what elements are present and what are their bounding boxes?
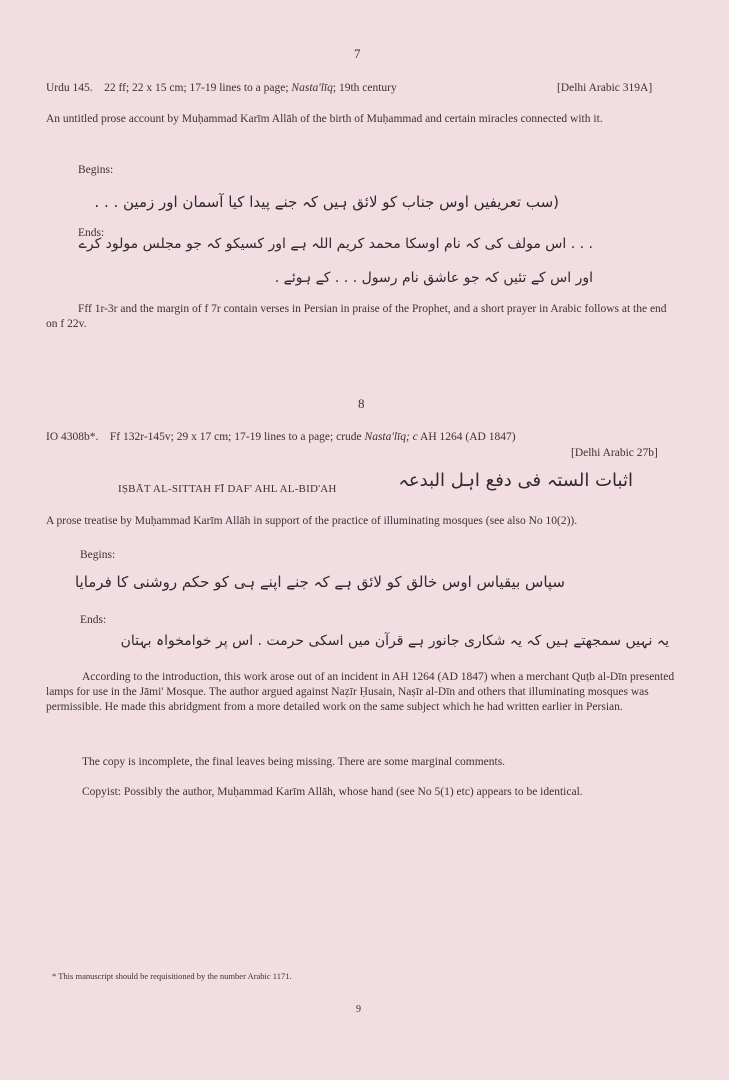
entry8-begins-urdu: سپاس بیقیاس اوس خالق کو لائق ہے کہ جنے اپنے ہی کو حکم روشنی کا فرمایا <box>74 573 565 591</box>
entry7-ends-urdu-1: . . . اس مولف کی کہ نام اوسکا محمد کریم اللہ ہے اور کسیکو کہ جو مجلس مولود کرے <box>78 236 593 252</box>
entry7-note: Fff 1r-3r and the margin of f 7r contain verses in Persian in praise of the Prophet, and a short prayer in Arabic follows at the end on f 22v. <box>46 303 667 330</box>
entry8-para1: According to the introduction, this work arose out of an incident in AH 1264 (AD 1847) when a merchant Quṭb al-Dīn presented lamps for use in the Jāmi' Mosque. The author argued against Naẓīr Ḥusain, Naṣīr al-Dīn and others that illuminating mosques was permissible. He made this abridgment from a more detailed work on the same subject which he had written earlier in Persian. <box>46 671 675 713</box>
entry7-script: Nasta'līq <box>291 82 333 94</box>
entry8-para3: Copyist: Possibly the author, Muḥammad Karīm Allāh, whose hand (see No 5(1) etc) appears to be identical. <box>82 786 583 798</box>
entry8-delhi-ref: [Delhi Arabic 27b] <box>571 447 658 459</box>
entry7-century: ; 19th century <box>332 82 397 94</box>
entry8-begins-label: Begins: <box>80 549 116 561</box>
footnote: * This manuscript should be requisitioned by the number Arabic 1171. <box>52 971 292 981</box>
entry8-description: Ff 132r-145v; 29 x 17 cm; 17-19 lines to a page; crude <box>109 431 362 443</box>
entry8-header <box>46 430 516 445</box>
entry7-ends-urdu-2: اور اس کے تئیں کہ جو عاشق نام رسول . . . کے ہوئے . <box>274 270 593 286</box>
entry7-begins-label: Begins: <box>78 164 114 176</box>
entry8-title-urdu: اثبات الستہ فی دفع اہل البدعہ <box>398 470 633 491</box>
entry7-shelfmark: Urdu 145. <box>46 82 93 94</box>
entry7-header <box>46 81 397 96</box>
entry-number-8: 8 <box>358 396 365 411</box>
entry8-script: Nasta'līq; c <box>364 431 418 443</box>
entry8-shelfmark: IO 4308b*. <box>46 431 99 443</box>
entry8-ends-label: Ends: <box>80 614 107 626</box>
page-number: 9 <box>356 1004 361 1015</box>
entry7-ends-label: Ends: <box>78 227 105 239</box>
entry7-summary: An untitled prose account by Muḥammad Karīm Allāh of the birth of Muḥammad and certain miracles connected with it. <box>46 113 603 125</box>
entry8-date: AH 1264 (AD 1847) <box>420 431 516 443</box>
entry7-begins-urdu: (سب تعریفیں اوس جناب کو لائق ہیں کہ جنے پیدا کیا آسمان اور زمین . . . <box>94 193 559 211</box>
entry7-description: 22 ff; 22 x 15 cm; 17-19 lines to a page; <box>104 82 289 94</box>
entry8-title-latin: IṢBĀT AL-SITTAH FĪ DAF' AHL AL-BID'AH <box>118 483 337 495</box>
entry-number-7: 7 <box>354 46 361 61</box>
entry8-ends-urdu: یہ نہیں سمجھتے ہیں کہ یہ شکاری جانور ہے قرآن میں اسکی حرمت . اس پر خوامخواہ بہتان <box>120 633 669 649</box>
entry8-para2: The copy is incomplete, the final leaves being missing. There are some marginal comments. <box>82 756 506 768</box>
entry8-summary: A prose treatise by Muḥammad Karīm Allāh in support of the practice of illuminating mosques (see also No 10(2)). <box>46 515 578 527</box>
entry7-delhi-ref: [Delhi Arabic 319A] <box>557 82 653 94</box>
